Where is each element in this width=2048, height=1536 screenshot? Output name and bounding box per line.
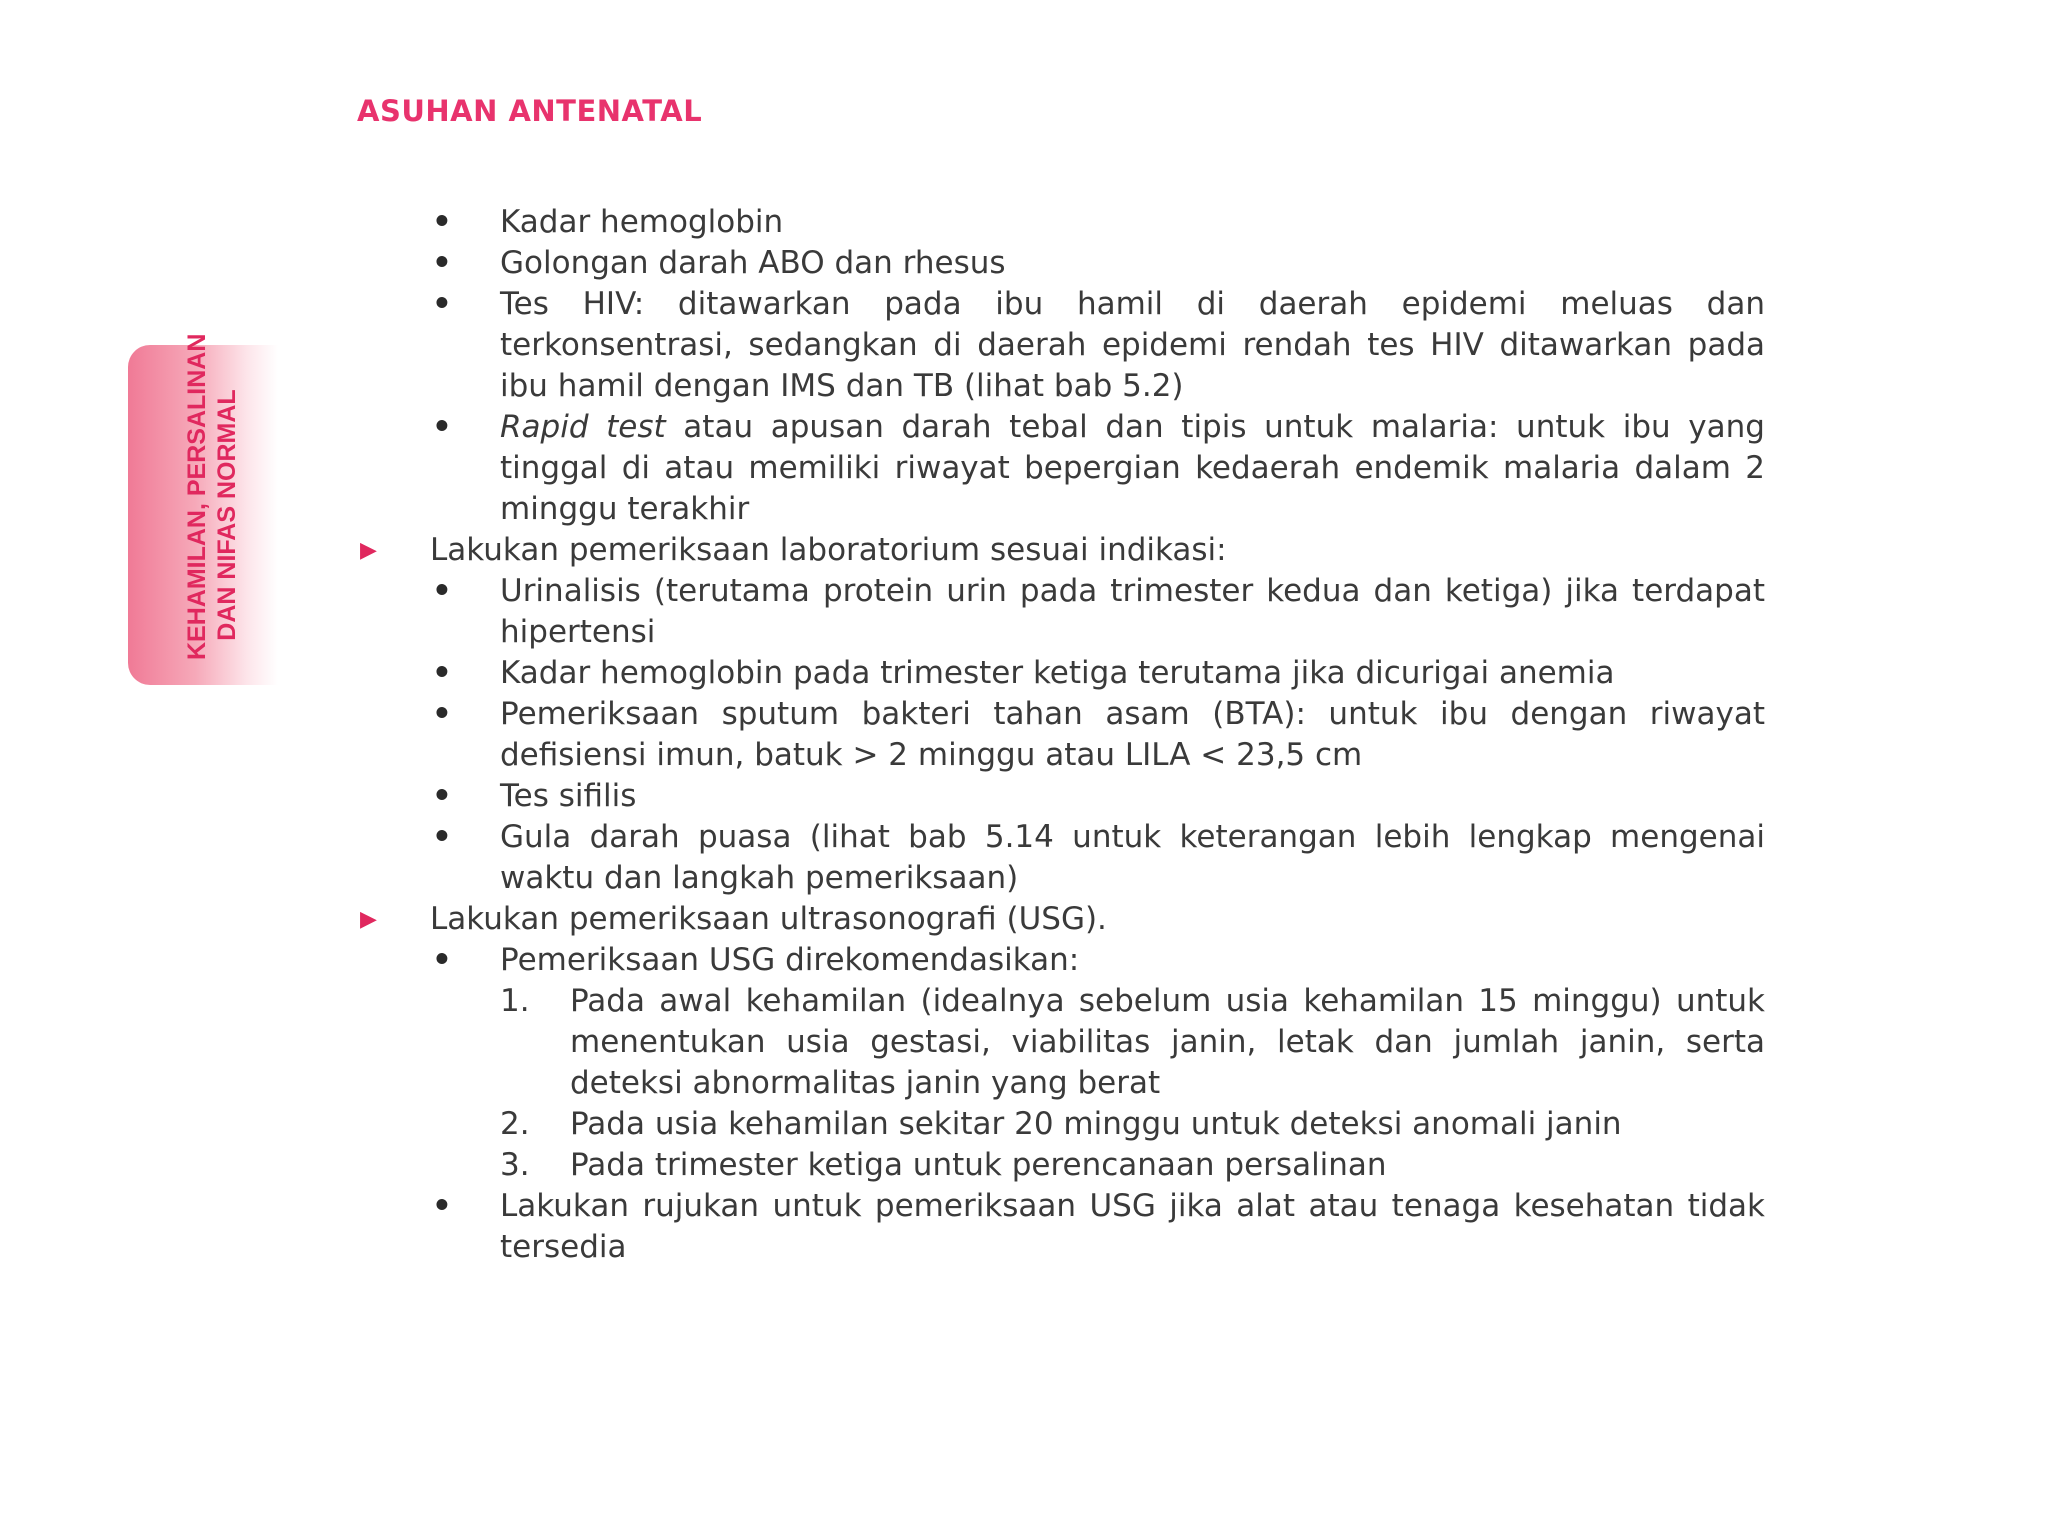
list-item-text: Lakukan pemeriksaan ultrasonografi (USG). (430, 901, 1107, 937)
chapter-side-tab-label (182, 333, 242, 660)
list-item-text: Kadar hemoglobin (500, 204, 784, 240)
list-item-text: Tes HIV: ditawarkan pada ibu hamil di daerah epidemi meluas dan terkonsentrasi, sedangkan di daerah epidemi rendah tes HIV ditawarkan pada ibu hamil dengan IMS dan TB (lihat bab 5.2) (500, 286, 1765, 404)
list-item (350, 571, 1765, 653)
list-item-text: Pemeriksaan sputum bakteri tahan asam (BTA): untuk ibu dengan riwayat defisiensi imun, batuk > 2 minggu atau LILA < 23,5 cm (500, 696, 1765, 773)
numbered-item (350, 1104, 1765, 1145)
list-item-text: Gula darah puasa (lihat bab 5.14 untuk keterangan lebih lengkap mengenai waktu dan langkah pemeriksaan) (500, 819, 1765, 896)
bullet-icon: • (432, 655, 452, 691)
list-item (350, 940, 1765, 981)
bullet-icon: • (432, 1188, 452, 1224)
list-item (350, 284, 1765, 407)
bullet-icon: • (432, 204, 452, 240)
list-item (350, 653, 1765, 694)
list-item-text: Lakukan pemeriksaan laboratorium sesuai indikasi: (430, 532, 1227, 568)
list-item (350, 243, 1765, 284)
bullet-icon: • (432, 409, 452, 445)
list-item-text: Pada awal kehamilan (idealnya sebelum usia kehamilan 15 minggu) untuk menentukan usia gestasi, viabilitas janin, letak dan jumlah janin, serta deteksi abnormalitas janin yang berat (570, 983, 1765, 1101)
list-item (350, 1186, 1765, 1268)
list-item-text: Kadar hemoglobin pada trimester ketiga terutama jika dicurigai anemia (500, 655, 1615, 691)
bullet-icon: • (432, 573, 452, 609)
numbered-item (350, 1145, 1765, 1186)
list-item (350, 899, 1765, 940)
numbered-item (350, 981, 1765, 1104)
list-item (350, 817, 1765, 899)
bullet-icon: • (432, 942, 452, 978)
list-item-text: Lakukan rujukan untuk pemeriksaan USG jika alat atau tenaga kesehatan tidak tersedia (500, 1188, 1765, 1265)
list-item (350, 530, 1765, 571)
chapter-side-tab-line-2: DAN NIFAS NORMAL (213, 389, 241, 641)
number-marker: 1. (500, 983, 530, 1019)
bullet-icon: • (432, 245, 452, 281)
list-item-text: Golongan darah ABO dan rhesus (500, 245, 1006, 281)
list-item-text: Pemeriksaan USG direkomendasikan: (500, 942, 1080, 978)
bullet-icon: • (432, 819, 452, 855)
list-item (350, 776, 1765, 817)
list-item (350, 694, 1765, 776)
list-item-text: Pada usia kehamilan sekitar 20 minggu untuk deteksi anomali janin (570, 1106, 1622, 1142)
bullet-icon: • (432, 696, 452, 732)
list-item (350, 407, 1765, 530)
list-item-text: atau apusan darah tebal dan tipis untuk malaria: untuk ibu yang tinggal di atau memiliki riwayat bepergian kedaerah endemik malaria dalam 2 minggu terakhir (500, 409, 1765, 527)
list-item-text: Tes sifilis (500, 778, 637, 814)
bullet-icon: • (432, 778, 452, 814)
triangle-bullet-icon: ▶ (360, 538, 377, 563)
chapter-side-tab-line-1: KEHAMILAN, PERSALINAN (183, 333, 211, 660)
list-item-italic-term: Rapid test (500, 409, 666, 445)
list-item-text: Pada trimester ketiga untuk perencanaan persalinan (570, 1147, 1387, 1183)
list-item (350, 202, 1765, 243)
section-header: ASUHAN ANTENATAL (357, 94, 703, 128)
number-marker: 2. (500, 1106, 530, 1142)
list-item-text: Urinalisis (terutama protein urin pada trimester kedua dan ketiga) jika terdapat hipertensi (500, 573, 1765, 650)
number-marker: 3. (500, 1147, 530, 1183)
bullet-icon: • (432, 286, 452, 322)
triangle-bullet-icon: ▶ (360, 907, 377, 932)
body-content (350, 202, 1765, 1268)
